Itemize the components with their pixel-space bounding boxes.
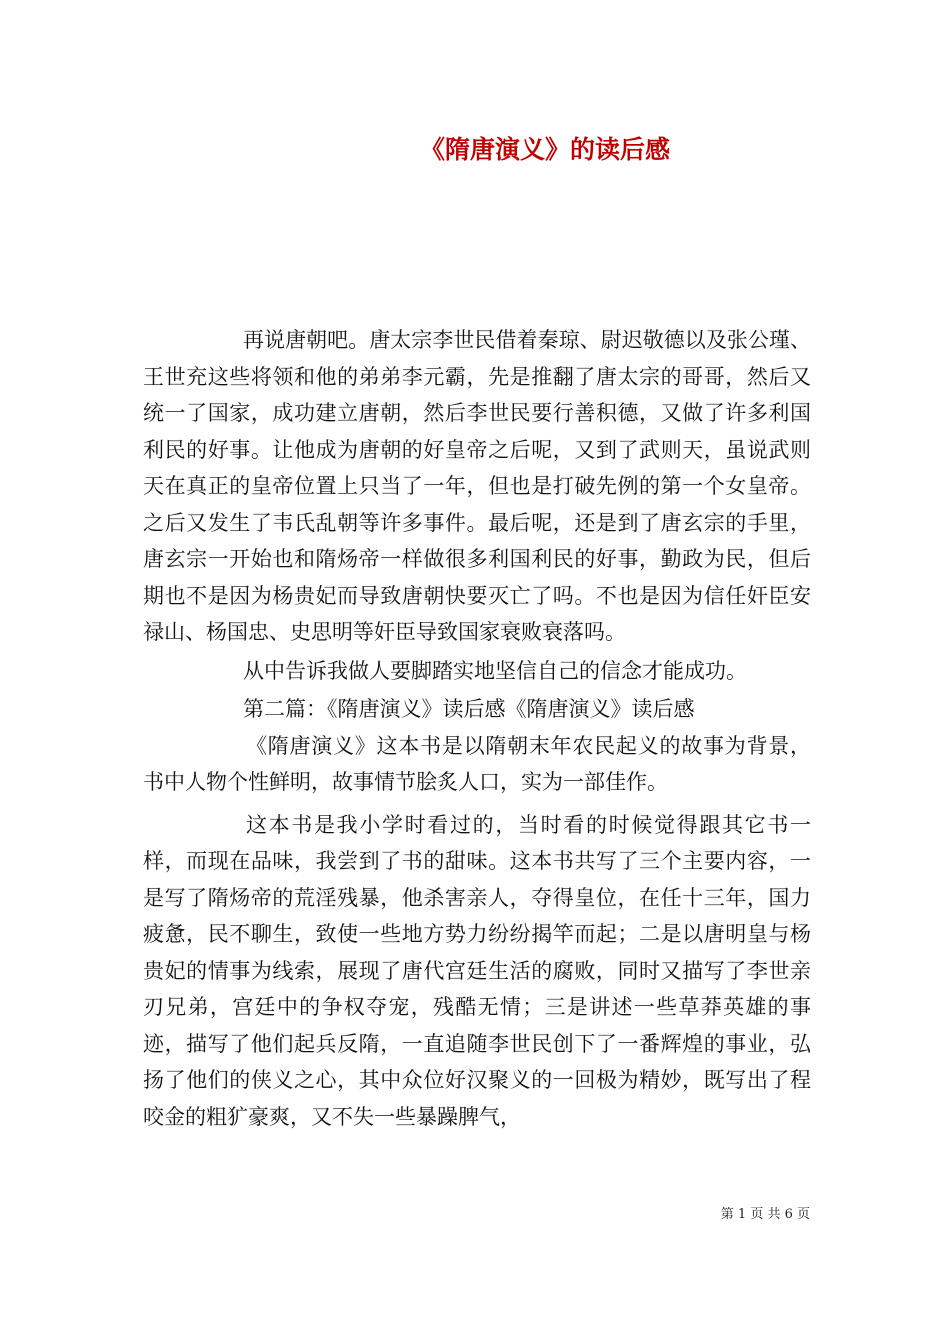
document-body [143, 322, 811, 1135]
paragraph-tang-dynasty: 再说唐朝吧。唐太宗李世民借着秦琼、尉迟敬德以及张公瑾、王世充这些将领和他的弟弟李元霸，先是推翻了唐太宗的哥哥，然后又统一了国家，成功建立唐朝，然后李世民要行善积德，又做了许多利国利民的好事。让他成为唐朝的好皇帝之后呢，又到了武则天，虽说武则天在真正的皇帝位置上只当了一年，但也是打破先例的第一个女皇帝。之后又发生了韦氏乱朝等许多事件。最后呢，还是到了唐玄宗的手里，唐玄宗一开始也和隋炀帝一样做很多利国利民的好事，勤政为民，但后期也不是因为杨贵妃而导致唐朝快要灭亡了吗。不也是因为信任奸臣安禄山、杨国忠、史思明等奸臣导致国家衰败衰落吗。 [143, 328, 811, 644]
paragraph-lesson: 从中告诉我做人要脚踏实地坚信自己的信念才能成功。 [243, 658, 747, 683]
paragraph-book-intro: 《隋唐演义》这本书是以隋朝末年农民起义的故事为背景，书中人物个性鲜明，故事情节脍炙人口，实为一部佳作。 [143, 733, 811, 794]
paragraph-second-article-heading: 第二篇：《隋唐演义》读后感《隋唐演义》读后感 [243, 697, 695, 721]
paragraph-book-content: 这本书是我小学时看过的，当时看的时候觉得跟其它书一样，而现在品味，我尝到了书的甜味。这本书共写了三个主要内容，一是写了隋炀帝的荒淫残暴，他杀害亲人，夺得皇位，在任十三年，国力疲惫，民不聊生，致使一些地方势力纷纷揭竿而起；二是以唐明皇与杨贵妃的情事为线索，展现了唐代宫廷生活的腐败，同时又描写了李世亲刃兄弟，宫廷中的争权夺宠，残酷无情；三是讲述一些草莽英雄的事迹，描写了他们起兵反隋，一直追随李世民创下了一番辉煌的事业，弘扬了他们的侠义之心，其中众位好汉聚义的一回极为精妙，既写出了程咬金的粗犷豪爽，又不失一些暴躁脾气， [143, 812, 811, 1129]
document-title: 《隋唐演义》的读后感 [420, 135, 671, 164]
page-number-footer: 第 1 页 共 6 页 [720, 1207, 810, 1222]
